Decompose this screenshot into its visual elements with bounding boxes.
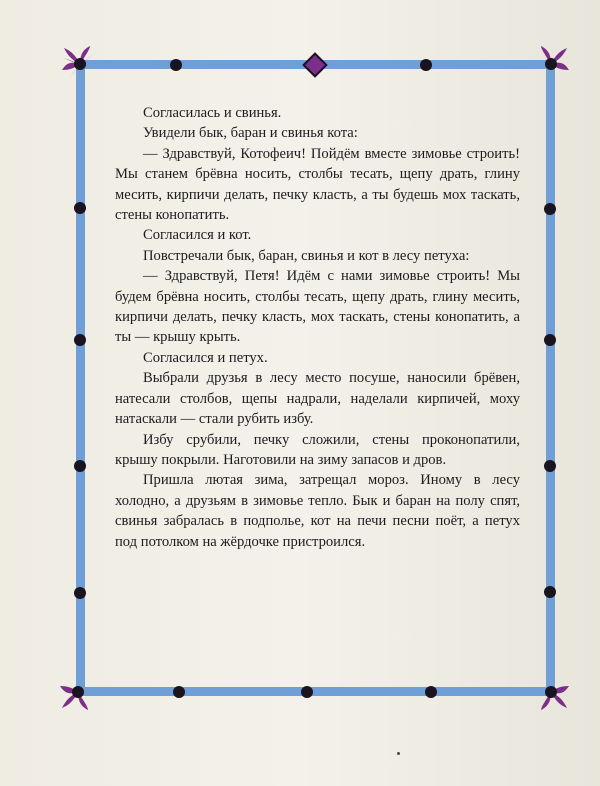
story-paragraph: Повстречали бык, баран, свинья и кот в лесу петуха: xyxy=(143,247,470,264)
story-paragraph: Согласился и кот. xyxy=(143,227,252,244)
corner-flower-icon xyxy=(531,672,571,712)
story-paragraph: Выбрали друзья в лесу место посуше, наносили брёвен, натесали столбов, щепы надрали, наделали кирпичей, моху натаскали — стали рубить избу. xyxy=(115,370,520,428)
dot-ornament-icon xyxy=(173,686,185,698)
story-text xyxy=(115,103,520,552)
story-paragraph: Пришла лютая зима, затрещал мороз. Иному в лесу холодно, а друзьям в зимовье тепло. Бык и баран на полу спят, свинья забралась в подполье, кот на печи песни поёт, а петух под потолком на жёрдочке пристроился. xyxy=(115,472,520,550)
story-paragraph: — Здравствуй, Петя! Идём с нами зимовье строить! Мы будем брёвна носить, столбы тесать, щепу драть, глину месить, кирпичи делать, печку класть, мох таскать, стены конопатить, а ты — крышу крыть. xyxy=(115,268,520,346)
dot-ornament-icon xyxy=(544,203,556,215)
dot-ornament-icon xyxy=(74,460,86,472)
dot-ornament-icon xyxy=(74,334,86,346)
dot-ornament-icon xyxy=(74,202,86,214)
dot-ornament-icon xyxy=(301,686,313,698)
page-speck xyxy=(397,752,400,755)
dot-ornament-icon xyxy=(425,686,437,698)
dot-ornament-icon xyxy=(544,460,556,472)
story-paragraph: Согласился и петух. xyxy=(143,349,268,366)
corner-flower-icon xyxy=(531,44,571,84)
corner-flower-icon xyxy=(58,672,98,712)
frame-bottom-line xyxy=(80,687,550,696)
story-paragraph: Согласилась и свинья. xyxy=(143,105,282,121)
story-paragraph: — Здравствуй, Котофеич! Пойдём вместе зимовье строить! Мы станем брёвна носить, столбы тесать, щепу драть, глину месить, кирпичи делать, печку класть, а ты будешь мох таскать, стены конопатить. xyxy=(115,145,520,224)
dot-ornament-icon xyxy=(74,587,86,599)
top-center-diamond-icon xyxy=(302,52,327,77)
corner-flower-icon xyxy=(60,44,100,84)
story-paragraph: Увидели бык, баран и свинья кота: xyxy=(143,125,358,142)
dot-ornament-icon xyxy=(420,59,432,71)
story-paragraph: Избу срубили, печку сложили, стены проконопатили, крышу покрыли. Наготовили на зиму запасов и дров. xyxy=(115,431,520,468)
dot-ornament-icon xyxy=(544,334,556,346)
dot-ornament-icon xyxy=(170,59,182,71)
dot-ornament-icon xyxy=(544,586,556,598)
